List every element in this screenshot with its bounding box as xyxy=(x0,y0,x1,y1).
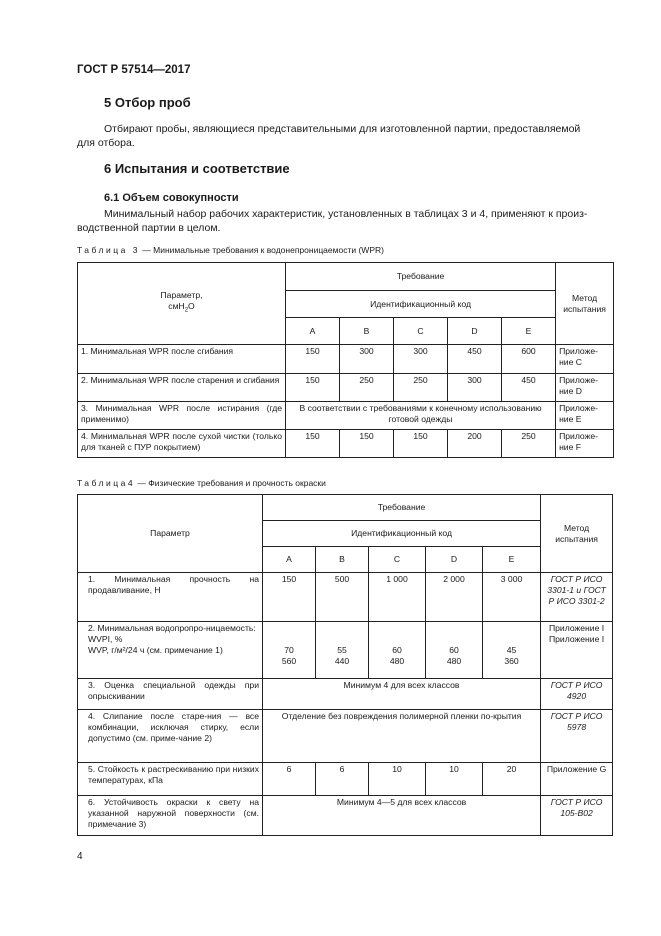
table-row xyxy=(78,763,613,796)
table-4-row-2-param-l1: 2. Минимальная водопропро-ницаемость: xyxy=(88,623,256,633)
table-row xyxy=(78,345,614,374)
table-3-row-4-e: 250 xyxy=(502,430,556,458)
table-4-row-4-param: 4. Слипание после старе-ния — все комбинации, исключая стирку, если допустимо (см. приме-чание 2) xyxy=(78,710,263,763)
document-header: ГОСТ Р 57514—2017 xyxy=(77,64,191,76)
table-3-row-2-param: 2. Минимальная WPR после старения и сгибания xyxy=(78,374,286,402)
table-4-row-2-e-wvp: 360 xyxy=(504,656,519,666)
table-4-row-2-method xyxy=(541,622,613,679)
table-3-header-param-unit-wrap xyxy=(81,301,282,317)
section-5-text-line-2: для отбора. xyxy=(77,137,135,149)
table-4-row-2-method-l2: Приложение I xyxy=(548,634,605,644)
table-3-header-param xyxy=(78,263,286,345)
table-3-caption-rest: — Минимальные требования к водонепроницаемости (WPR) xyxy=(139,245,384,255)
table-4-caption-rest: — Физические требования и прочность окраски xyxy=(135,478,326,488)
table-4-row-2-c xyxy=(369,622,426,679)
table-4-row-2-d-wvpi: 60 xyxy=(449,645,459,655)
table-4-row-2-a-wvp: 560 xyxy=(281,656,297,666)
table-4-row-2-b-wvp: 440 xyxy=(334,656,350,666)
table-3-row-2-c: 250 xyxy=(394,374,448,402)
table-4-row-5-param: 5. Стойкость к растрескиванию при низких температурах, кПа xyxy=(78,763,263,796)
table-3-header-param-sub: 2 xyxy=(184,307,189,314)
section-6-1-title: 6.1 Объем совокупности xyxy=(104,192,239,204)
table-4 xyxy=(77,494,613,836)
page-number: 4 xyxy=(77,851,83,862)
table-4-row-1-d: 2 000 xyxy=(426,573,483,622)
table-3-row-2-method: Приложе-ние D xyxy=(556,374,614,402)
table-3-row-3-param: 3. Минимальная WPR после истирания (где применимо) xyxy=(78,402,286,430)
table-4-row-1-e: 3 000 xyxy=(483,573,541,622)
table-4-row-2-e xyxy=(483,622,541,679)
table-4-row-5-b: 6 xyxy=(316,763,369,796)
table-3-header-requirement: Требование xyxy=(286,263,556,291)
table-4-row-1-b: 500 xyxy=(316,573,369,622)
table-4-row-2-e-wvpi: 45 xyxy=(506,645,517,655)
table-4-class-a: A xyxy=(263,547,316,573)
section-6-text-line-1: Минимальный набор рабочих характеристик, установленных в таблицах 3 и 4, применяют к произ- xyxy=(104,208,588,220)
table-4-row-6-method: ГОСТ Р ИСО 105-B02 xyxy=(541,796,613,836)
table-3-row-1-d: 450 xyxy=(448,345,502,374)
section-5-title: 5 Отбор проб xyxy=(104,95,191,110)
table-4-row-3-merged: Минимум 4 для всех классов xyxy=(263,679,541,710)
table-4-header-param: Параметр xyxy=(78,495,263,573)
table-4-row-6-merged: Минимум 4—5 для всех классов xyxy=(263,796,541,836)
table-row xyxy=(78,430,614,458)
section-6-text-line-2: водственной партии в целом. xyxy=(77,222,221,234)
table-4-row-1-param: 1. Минимальная прочность на продавливание, Н xyxy=(78,573,263,622)
table-4-class-b: B xyxy=(316,547,369,573)
table-3-class-b: B xyxy=(340,318,394,345)
table-3-header-param-tail: O xyxy=(188,301,195,312)
table-4-row-2-c-wvpi: 60 xyxy=(392,645,402,655)
table-4-header-method: Метод испытания xyxy=(541,495,613,573)
table-3-row-4-b: 150 xyxy=(340,430,394,458)
table-4-caption xyxy=(77,478,326,488)
table-row xyxy=(78,374,614,402)
table-3-header-param-label: Параметр, xyxy=(160,290,203,301)
table-4-row-1-method: ГОСТ Р ИСО 3301-1 и ГОСТ Р ИСО 3301-2 xyxy=(541,573,613,622)
table-4-row-2-param-l2: WVPI, % xyxy=(88,634,123,644)
table-row xyxy=(78,402,614,430)
table-4-row-3-method: ГОСТ Р ИСО 4920 xyxy=(541,679,613,710)
table-4-row-2-a-wvpi: 70 xyxy=(284,645,294,655)
table-3-row-2-a: 150 xyxy=(286,374,340,402)
table-4-row-2-d-wvp: 480 xyxy=(446,656,462,666)
table-3-class-a: A xyxy=(286,318,340,345)
table-4-row-5-d: 10 xyxy=(426,763,483,796)
table-4-header-idcode: Идентификационный код xyxy=(263,521,541,547)
table-4-row-2-a xyxy=(263,622,316,679)
table-row xyxy=(78,622,613,679)
section-6-title: 6 Испытания и соответствие xyxy=(104,161,290,176)
table-4-row-2-method-l1: Приложение I xyxy=(548,623,605,633)
table-4-class-e: E xyxy=(483,547,541,573)
table-3-row-1-param: 1. Минимальная WPR после сгибания xyxy=(78,345,286,374)
table-3-row-4-c: 150 xyxy=(394,430,448,458)
table-3-class-d: D xyxy=(448,318,502,345)
table-4-row-3-param: 3. Оценка специальной одежды при опрыскивании xyxy=(78,679,263,710)
table-3-header-method: Метод испытания xyxy=(556,263,614,345)
table-3-header-idcode: Идентификационный код xyxy=(286,291,556,318)
section-5-text-line-1: Отбирают пробы, являющиеся представительными для изготовленной партии, предоставляемой xyxy=(104,123,581,135)
table-3-row-1-a: 150 xyxy=(286,345,340,374)
table-row xyxy=(78,573,613,622)
table-3-class-c: C xyxy=(394,318,448,345)
table-3-row-2-d: 300 xyxy=(448,374,502,402)
table-4-row-5-method: Приложение G xyxy=(541,763,613,796)
table-4-row-2-d xyxy=(426,622,483,679)
table-row xyxy=(78,796,613,836)
table-3-row-1-b: 300 xyxy=(340,345,394,374)
table-4-row-5-c: 10 xyxy=(369,763,426,796)
table-row xyxy=(78,679,613,710)
table-3-row-1-e: 600 xyxy=(502,345,556,374)
table-3-header-param-unit: смH xyxy=(168,301,185,312)
table-4-header-requirement: Требование xyxy=(263,495,541,521)
table-4-row-2-b-wvpi: 55 xyxy=(337,645,347,655)
table-4-row-1-c: 1 000 xyxy=(369,573,426,622)
table-3-row-2-b: 250 xyxy=(340,374,394,402)
table-4-row-6-param: 6. Устойчивость окраски к свету на указанной наружной поверхности (см. примечание 3) xyxy=(78,796,263,836)
table-4-class-c: C xyxy=(369,547,426,573)
table-4-row-4-merged: Отделение без повреждения полимерной пленки по-крытия xyxy=(263,710,541,763)
table-3-row-3-method: Приложе-ние E xyxy=(556,402,614,430)
table-3-caption-prefix: Таблица 3 xyxy=(77,245,140,255)
table-3-row-4-param: 4. Минимальная WPR после сухой чистки (только для тканей с ПУР покрытием) xyxy=(78,430,286,458)
table-4-row-2-param xyxy=(78,622,263,679)
table-row xyxy=(78,710,613,763)
table-4-class-d: D xyxy=(426,547,483,573)
table-3-row-4-method: Приложе-ние F xyxy=(556,430,614,458)
table-3 xyxy=(77,262,614,458)
table-4-caption-prefix: Таблица4 xyxy=(77,478,136,488)
table-3-row-3-merged: В соответствии с требованиями к конечному использованию готовой одежды xyxy=(286,402,556,430)
table-4-row-5-e: 20 xyxy=(483,763,541,796)
table-3-caption xyxy=(77,245,384,255)
table-4-row-2-param-l3: WVP, г/м²/24 ч (см. примечание 1) xyxy=(88,645,223,655)
table-4-row-2-c-wvp: 480 xyxy=(389,656,405,666)
table-4-row-1-a: 150 xyxy=(263,573,316,622)
table-3-row-4-a: 150 xyxy=(286,430,340,458)
table-3-row-1-method: Приложе-ние С xyxy=(556,345,614,374)
table-3-row-2-e: 450 xyxy=(502,374,556,402)
table-3-row-1-c: 300 xyxy=(394,345,448,374)
table-3-class-e: E xyxy=(502,318,556,345)
table-4-row-2-b xyxy=(316,622,369,679)
table-4-row-4-method: ГОСТ Р ИСО 5978 xyxy=(541,710,613,763)
table-4-row-5-a: 6 xyxy=(263,763,316,796)
table-3-row-4-d: 200 xyxy=(448,430,502,458)
